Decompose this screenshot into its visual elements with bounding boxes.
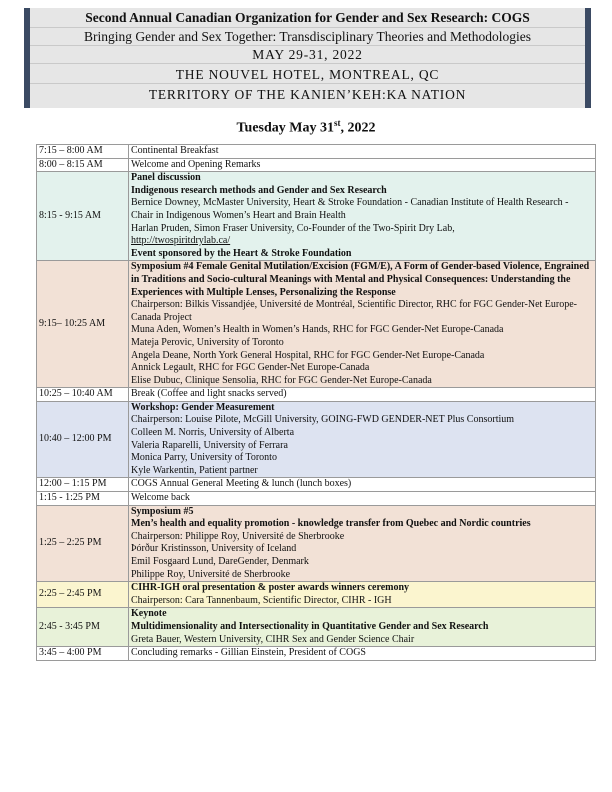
schedule-row-keynote — [37, 608, 596, 647]
session-details — [129, 608, 596, 647]
session-type: Symposium #5 — [131, 505, 194, 517]
time-cell: 1:25 – 2:25 PM — [37, 505, 129, 582]
schedule-row — [37, 478, 596, 492]
session-title: Multidimensionality and Intersectionality in Quantitative Gender and Sex Research — [131, 620, 489, 632]
time-cell: 1:15 - 1:25 PM — [37, 492, 129, 506]
speaker: Colleen M. Norris, University of Alberta — [131, 427, 295, 439]
session-title: Continental Breakfast — [129, 145, 596, 159]
speaker: Kyle Warkentin, Patient partner — [131, 464, 258, 476]
time-cell: 9:15– 10:25 AM — [37, 261, 129, 388]
session-title: Break (Coffee and light snacks served) — [129, 388, 596, 402]
chairperson: Chairperson: Louise Pilote, McGill University, GOING-FWD GENDER-NET Plus Consortium — [131, 414, 515, 426]
sponsor-note: Event sponsored by the Heart & Stroke Foundation — [131, 247, 352, 259]
speaker: Greta Bauer, Western University, CIHR Sex and Gender Science Chair — [131, 633, 415, 645]
time-cell: 3:45 – 4:00 PM — [37, 647, 129, 661]
time-cell: 2:45 - 3:45 PM — [37, 608, 129, 647]
session-details — [129, 401, 596, 478]
time-cell: 2:25 – 2:45 PM — [37, 582, 129, 608]
chairperson: Chairperson: Bilkis Vissandjée, Université de Montréal, Scientific Director, RHC for FGC Gender-Net Europe-Canada Project — [131, 299, 578, 323]
speaker: Angela Deane, North York General Hospital, RHC for FGC Gender-Net Europe-Canada — [131, 349, 485, 361]
session-type: Panel discussion — [131, 172, 201, 184]
conference-title: Second Annual Canadian Organization for Gender and Sex Research: COGS — [30, 9, 585, 28]
time-cell: 12:00 – 1:15 PM — [37, 478, 129, 492]
session-type: Keynote — [131, 608, 167, 620]
time-cell: 7:15 – 8:00 AM — [37, 145, 129, 159]
schedule-row — [37, 158, 596, 172]
twospirit-lab-link[interactable]: http://twospiritdrylab.ca/ — [131, 235, 231, 247]
time-cell: 10:25 – 10:40 AM — [37, 388, 129, 402]
schedule-row — [37, 647, 596, 661]
speaker: Mateja Perovic, University of Toronto — [131, 336, 284, 348]
session-details — [129, 582, 596, 608]
session-details — [129, 261, 596, 388]
schedule-row-symposium-4 — [37, 261, 596, 388]
time-cell: 10:40 – 12:00 PM — [37, 401, 129, 478]
conference-dates: MAY 29-31, 2022 — [30, 46, 585, 64]
speaker: Monica Parry, University of Toronto — [131, 452, 277, 464]
chairperson: Chairperson: Cara Tannenbaum, Scientific Director, CIHR - IGH — [131, 594, 392, 606]
speaker: Muna Aden, Women’s Health in Women’s Hands, RHC for FGC Gender-Net Europe-Canada — [131, 324, 504, 336]
speaker: Emil Fosgaard Lund, DareGender, Denmark — [131, 556, 309, 567]
schedule-row — [37, 492, 596, 506]
session-title: Welcome and Opening Remarks — [129, 158, 596, 172]
session-details — [129, 505, 596, 582]
speaker: Elise Dubuc, Clinique Sensolia, RHC for FGC Gender-Net Europe-Canada — [131, 374, 432, 386]
speaker: Bernice Downey, McMaster University, Heart & Stroke Foundation - Canadian Institute of Health Research - Chair in Indigenous Women’s Heart and Brain Health — [131, 197, 569, 221]
schedule-row-awards — [37, 582, 596, 608]
session-title: Workshop: Gender Measurement — [131, 401, 275, 413]
schedule-row-panel — [37, 172, 596, 261]
session-title: Symposium #4 Female Genital Mutilation/Excision (FGM/E), A Form of Gender-based Violence, Engrained in Traditions and Socio-cultural Meanings with Mental and Physical Consequences: Understanding the Experiences with Multiple Lenses, Personalizing the Response — [131, 261, 590, 298]
speaker: Annick Legault, RHC for FGC Gender-Net Europe-Canada — [131, 362, 370, 374]
conference-theme: Bringing Gender and Sex Together: Transdisciplinary Theories and Methodologies — [30, 28, 585, 46]
session-title: Men’s health and equality promotion - knowledge transfer from Quebec and Nordic countries — [131, 518, 531, 530]
conference-banner — [24, 8, 591, 108]
session-details — [129, 172, 596, 261]
schedule-table — [36, 144, 596, 661]
schedule-row-workshop — [37, 401, 596, 478]
session-title: Concluding remarks - Gillian Einstein, President of COGS — [129, 647, 596, 661]
day-heading-ordinal: st — [334, 118, 341, 128]
day-heading-year: , 2022 — [340, 120, 376, 136]
day-heading — [0, 118, 612, 137]
schedule-row — [37, 145, 596, 159]
session-title: Welcome back — [129, 492, 596, 506]
territory-acknowledgement: TERRITORY OF THE KANIEN’KEH:KA NATION — [148, 87, 467, 102]
session-title: Indigenous research methods and Gender and Sex Research — [131, 184, 387, 196]
speaker: Harlan Pruden, Simon Fraser University, Co-Founder of the Two-Spirit Dry Lab, — [131, 222, 455, 234]
session-title: CIHR-IGH oral presentation & poster awards winners ceremony — [131, 582, 410, 594]
schedule-row — [37, 388, 596, 402]
chairperson: Chairperson: Philippe Roy, Université de Sherbrooke — [131, 530, 345, 542]
conference-venue: THE NOUVEL HOTEL, MONTREAL, QC — [30, 66, 585, 84]
session-title: COGS Annual General Meeting & lunch (lunch boxes) — [129, 478, 596, 492]
speaker: Valeria Raparelli, University of Ferrara — [131, 439, 288, 451]
speaker: Þórður Kristinsson, University of Iceland — [131, 543, 297, 555]
speaker: Philippe Roy, Université de Sherbrooke — [131, 568, 291, 580]
time-cell: 8:15 - 9:15 AM — [37, 172, 129, 261]
schedule-row-symposium-5 — [37, 505, 596, 582]
time-cell: 8:00 – 8:15 AM — [37, 158, 129, 172]
day-heading-text: Tuesday May 31 — [236, 120, 334, 136]
